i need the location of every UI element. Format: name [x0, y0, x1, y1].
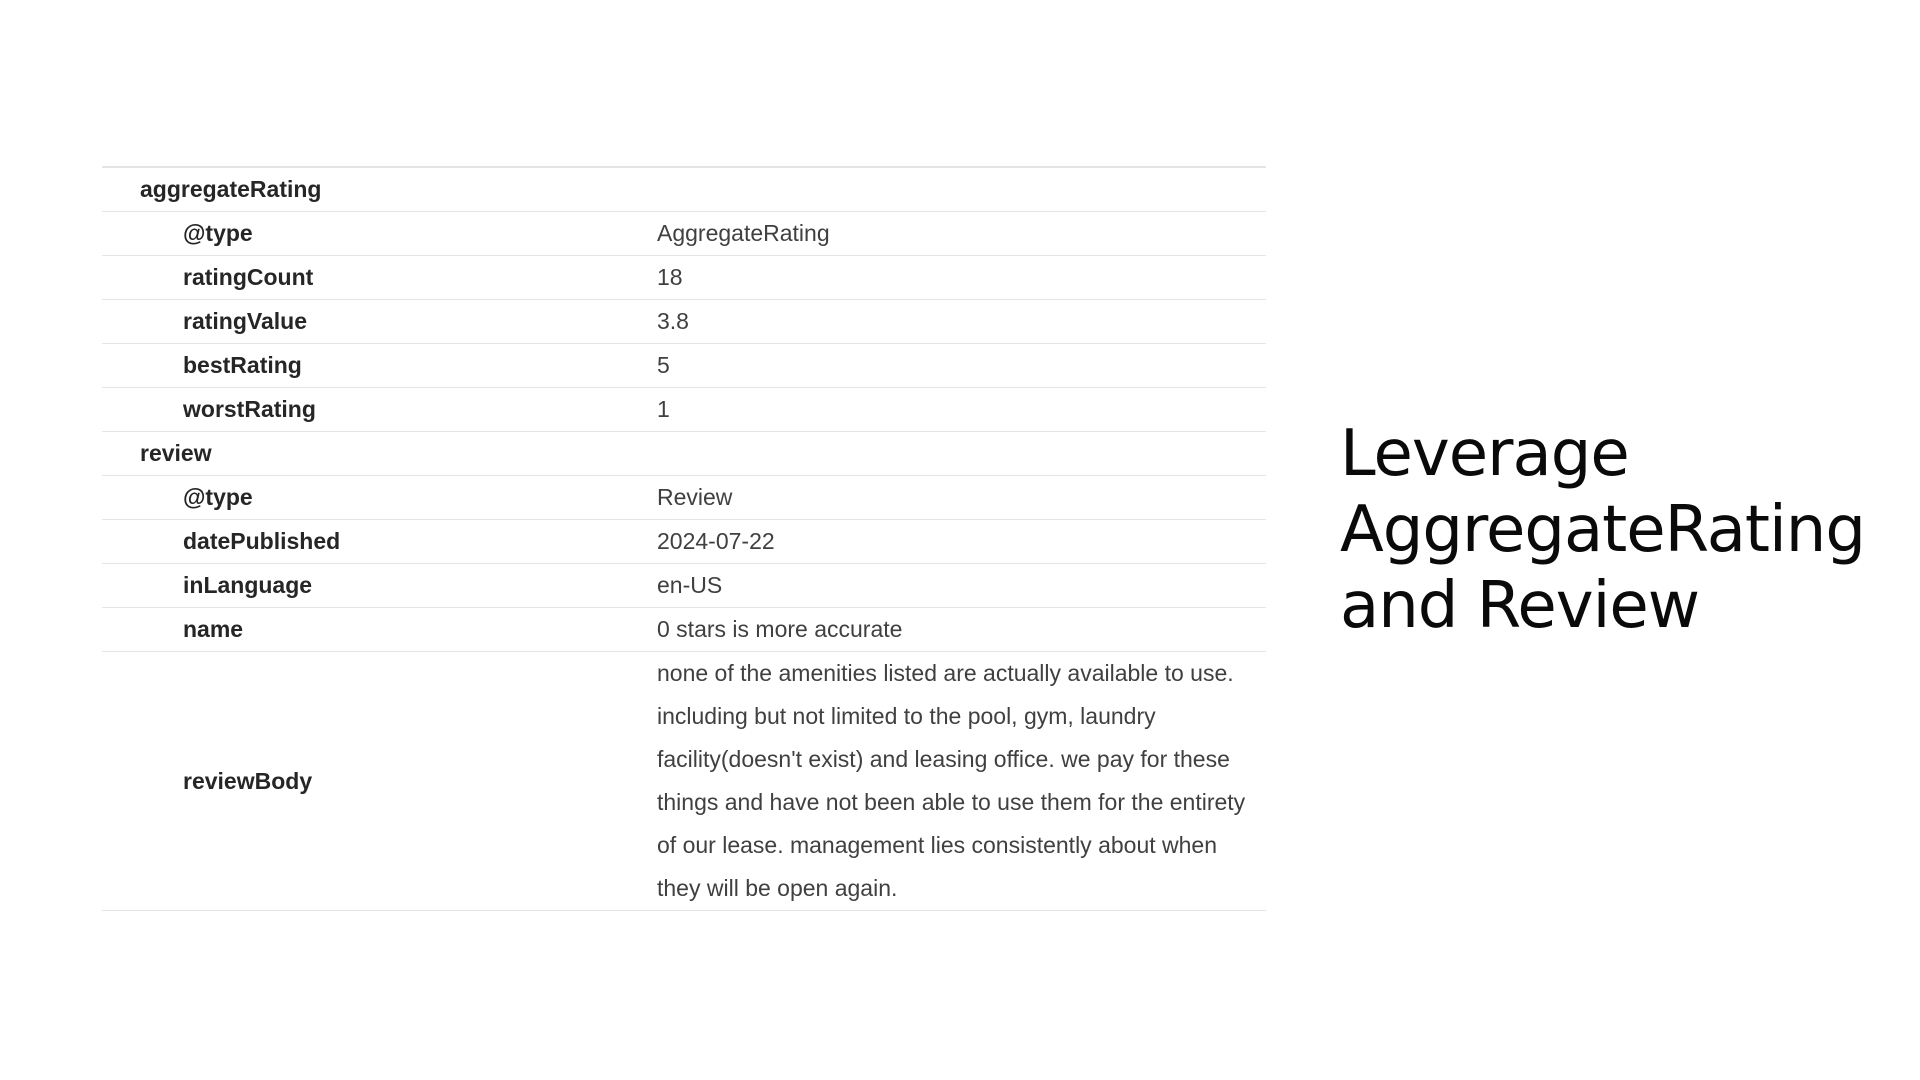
- table-row: [102, 564, 1266, 608]
- property-value: 1: [657, 396, 670, 422]
- title-line: and Review: [1340, 569, 1700, 643]
- property-key: bestRating: [183, 352, 302, 378]
- title-line: AggregateRating: [1340, 493, 1865, 567]
- property-key: reviewBody: [183, 767, 313, 794]
- property-key: ratingValue: [183, 308, 307, 334]
- table-row: [102, 432, 1266, 476]
- property-value: 5: [657, 352, 670, 378]
- review-body-value: none of the amenities listed are actually available to use. including but not limited to the pool, gym, laundry facility(doesn't exist) and leasing office. we pay for these things and have not been able to use them for the entirety of our lease. management lies consistently about when they will be open again.: [657, 660, 1246, 901]
- property-key: worstRating: [183, 396, 316, 422]
- table-row: [102, 476, 1266, 520]
- property-key: name: [183, 616, 244, 642]
- property-key: @type: [183, 220, 253, 246]
- property-value: 0 stars is more accurate: [657, 616, 903, 642]
- property-value: 2024-07-22: [657, 528, 775, 554]
- property-value: Review: [657, 484, 733, 510]
- property-value: 18: [657, 264, 683, 290]
- table-row: [102, 608, 1266, 652]
- property-value: AggregateRating: [657, 220, 830, 246]
- property-key: ratingCount: [183, 264, 314, 290]
- property-key: review: [140, 440, 212, 466]
- property-key: inLanguage: [183, 572, 313, 598]
- table-row: [102, 388, 1266, 432]
- table-row: [102, 652, 1266, 911]
- table-row: [102, 300, 1266, 344]
- property-value: 3.8: [657, 308, 689, 334]
- table-row: [102, 212, 1266, 256]
- property-value: en-US: [657, 572, 723, 598]
- slide-title: [1340, 416, 1900, 644]
- table-row: [102, 168, 1266, 212]
- schema-table: [102, 166, 1266, 911]
- table-row: [102, 520, 1266, 564]
- title-line: Leverage: [1340, 417, 1629, 491]
- property-key: datePublished: [183, 528, 341, 554]
- property-key: @type: [183, 484, 253, 510]
- table-row: [102, 344, 1266, 388]
- table-row: [102, 256, 1266, 300]
- property-key: aggregateRating: [140, 176, 322, 202]
